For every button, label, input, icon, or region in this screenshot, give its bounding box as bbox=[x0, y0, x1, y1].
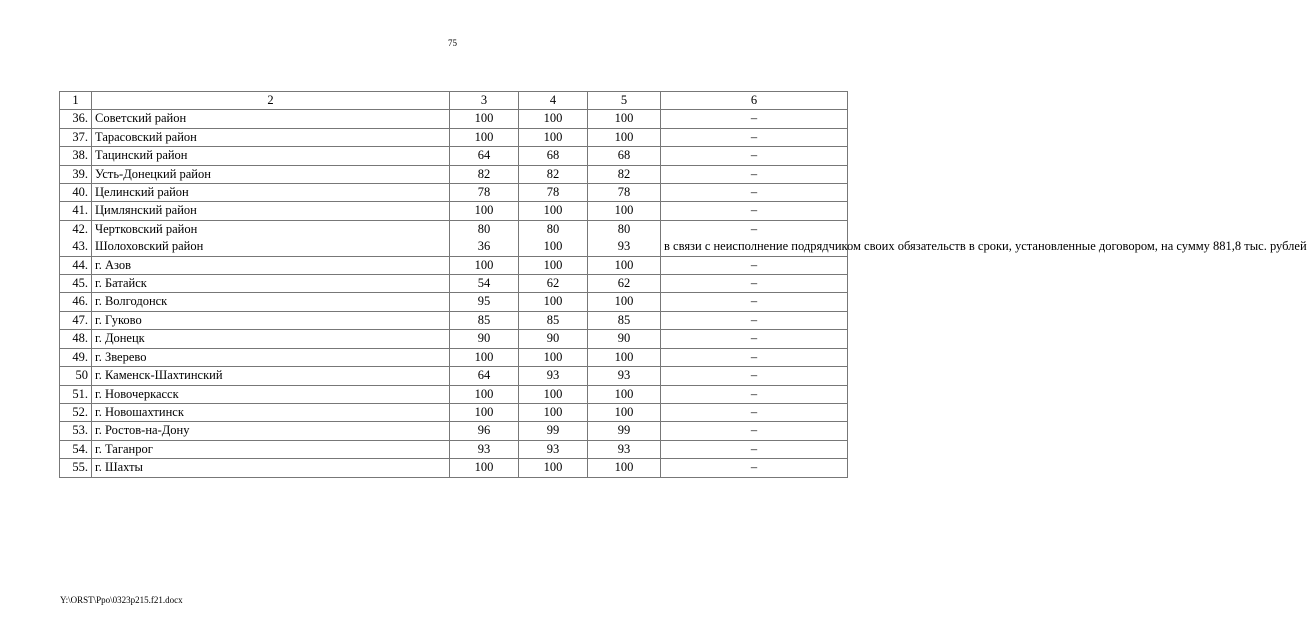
table-header-row bbox=[60, 92, 848, 110]
name-cell: г. Волгодонск bbox=[92, 293, 450, 311]
value-cell-5: 100 bbox=[588, 202, 661, 220]
row-number-cell: 50 bbox=[60, 367, 92, 385]
table-row bbox=[60, 459, 848, 477]
value-cell-5: 93 bbox=[588, 440, 661, 458]
value-cell-4: 100 bbox=[519, 385, 588, 403]
value-cell-5: 90 bbox=[588, 330, 661, 348]
column-header: 5 bbox=[588, 92, 661, 110]
note-cell: – bbox=[661, 422, 848, 440]
row-number-cell: 36. bbox=[60, 110, 92, 128]
row-number-cell: 53. bbox=[60, 422, 92, 440]
row-number-cell: 45. bbox=[60, 275, 92, 293]
note-cell: – bbox=[661, 330, 848, 348]
note-cell: – bbox=[661, 459, 848, 477]
name-cell: г. Таганрог bbox=[92, 440, 450, 458]
value-cell-5: 85 bbox=[588, 311, 661, 329]
value-cell-5: 78 bbox=[588, 184, 661, 202]
row-number-cell: 42. bbox=[60, 220, 92, 238]
value-cell-4: 78 bbox=[519, 184, 588, 202]
table-row bbox=[60, 330, 848, 348]
value-cell-3: 78 bbox=[450, 184, 519, 202]
table-row bbox=[60, 110, 848, 128]
note-cell: в связи с неисполнение подрядчиком своих обязательств в сроки, установленные договором, на сумму 881,8 тыс. рублей bbox=[661, 238, 848, 256]
table-row bbox=[60, 367, 848, 385]
footer-file-path: Y:\ORST\Ppo\0323p215.f21.docx bbox=[60, 595, 183, 605]
row-number-cell: 55. bbox=[60, 459, 92, 477]
note-cell: – bbox=[661, 165, 848, 183]
note-cell: – bbox=[661, 311, 848, 329]
row-number-cell: 44. bbox=[60, 256, 92, 274]
value-cell-5: 100 bbox=[588, 385, 661, 403]
column-header: 3 bbox=[450, 92, 519, 110]
note-cell: – bbox=[661, 147, 848, 165]
value-cell-5: 68 bbox=[588, 147, 661, 165]
row-number-cell: 37. bbox=[60, 128, 92, 146]
row-number-cell: 46. bbox=[60, 293, 92, 311]
row-number-cell: 40. bbox=[60, 184, 92, 202]
name-cell: Усть-Донецкий район bbox=[92, 165, 450, 183]
name-cell: г. Новошахтинск bbox=[92, 403, 450, 421]
table-row bbox=[60, 311, 848, 329]
table-row bbox=[60, 256, 848, 274]
value-cell-3: 100 bbox=[450, 256, 519, 274]
table-row bbox=[60, 275, 848, 293]
table-row bbox=[60, 147, 848, 165]
value-cell-5: 100 bbox=[588, 293, 661, 311]
value-cell-3: 100 bbox=[450, 202, 519, 220]
note-cell: – bbox=[661, 385, 848, 403]
name-cell: г. Донецк bbox=[92, 330, 450, 348]
value-cell-3: 82 bbox=[450, 165, 519, 183]
column-header: 1 bbox=[60, 92, 92, 110]
note-cell: – bbox=[661, 110, 848, 128]
name-cell: г. Каменск-Шахтинский bbox=[92, 367, 450, 385]
note-cell: – bbox=[661, 440, 848, 458]
note-cell: – bbox=[661, 367, 848, 385]
table-row bbox=[60, 403, 848, 421]
value-cell-5: 100 bbox=[588, 128, 661, 146]
value-cell-5: 93 bbox=[588, 238, 661, 256]
row-number-cell: 48. bbox=[60, 330, 92, 348]
row-number-cell: 52. bbox=[60, 403, 92, 421]
value-cell-4: 82 bbox=[519, 165, 588, 183]
note-cell: – bbox=[661, 202, 848, 220]
column-header: 4 bbox=[519, 92, 588, 110]
table-row bbox=[60, 385, 848, 403]
value-cell-4: 100 bbox=[519, 293, 588, 311]
value-cell-4: 99 bbox=[519, 422, 588, 440]
name-cell: Шолоховский район bbox=[92, 238, 450, 256]
table-row bbox=[60, 165, 848, 183]
value-cell-5: 100 bbox=[588, 459, 661, 477]
note-cell: – bbox=[661, 128, 848, 146]
note-cell: – bbox=[661, 275, 848, 293]
value-cell-3: 96 bbox=[450, 422, 519, 440]
table-row bbox=[60, 348, 848, 366]
name-cell: г. Батайск bbox=[92, 275, 450, 293]
value-cell-5: 100 bbox=[588, 348, 661, 366]
value-cell-3: 80 bbox=[450, 220, 519, 238]
value-cell-3: 90 bbox=[450, 330, 519, 348]
value-cell-4: 90 bbox=[519, 330, 588, 348]
table-body bbox=[60, 110, 1307, 477]
note-cell: – bbox=[661, 220, 848, 238]
value-cell-5: 82 bbox=[588, 165, 661, 183]
value-cell-3: 54 bbox=[450, 275, 519, 293]
value-cell-5: 100 bbox=[588, 403, 661, 421]
value-cell-5: 99 bbox=[588, 422, 661, 440]
value-cell-4: 93 bbox=[519, 367, 588, 385]
value-cell-3: 100 bbox=[450, 385, 519, 403]
value-cell-4: 100 bbox=[519, 403, 588, 421]
name-cell: г. Ростов-на-Дону bbox=[92, 422, 450, 440]
name-cell: Тацинский район bbox=[92, 147, 450, 165]
value-cell-3: 64 bbox=[450, 147, 519, 165]
value-cell-3: 100 bbox=[450, 128, 519, 146]
row-number-cell: 54. bbox=[60, 440, 92, 458]
value-cell-4: 62 bbox=[519, 275, 588, 293]
row-number-cell: 38. bbox=[60, 147, 92, 165]
value-cell-5: 62 bbox=[588, 275, 661, 293]
name-cell: Чертковский район bbox=[92, 220, 450, 238]
note-cell: – bbox=[661, 184, 848, 202]
value-cell-4: 100 bbox=[519, 256, 588, 274]
name-cell: Тарасовский район bbox=[92, 128, 450, 146]
value-cell-4: 85 bbox=[519, 311, 588, 329]
name-cell: г. Зверево bbox=[92, 348, 450, 366]
table-row bbox=[60, 440, 848, 458]
value-cell-4: 93 bbox=[519, 440, 588, 458]
name-cell: г. Гуково bbox=[92, 311, 450, 329]
column-header: 6 bbox=[661, 92, 848, 110]
data-table bbox=[59, 91, 1307, 478]
row-number-cell: 43. bbox=[60, 238, 92, 256]
table-row bbox=[60, 184, 848, 202]
value-cell-3: 95 bbox=[450, 293, 519, 311]
value-cell-3: 100 bbox=[450, 348, 519, 366]
name-cell: Советский район bbox=[92, 110, 450, 128]
row-number-cell: 39. bbox=[60, 165, 92, 183]
value-cell-4: 68 bbox=[519, 147, 588, 165]
note-cell: – bbox=[661, 293, 848, 311]
note-cell: – bbox=[661, 256, 848, 274]
row-number-cell: 47. bbox=[60, 311, 92, 329]
table-row bbox=[60, 422, 848, 440]
value-cell-3: 64 bbox=[450, 367, 519, 385]
value-cell-5: 100 bbox=[588, 110, 661, 128]
name-cell: г. Шахты bbox=[92, 459, 450, 477]
value-cell-3: 100 bbox=[450, 403, 519, 421]
value-cell-3: 100 bbox=[450, 459, 519, 477]
table-row bbox=[60, 238, 848, 256]
table-row bbox=[60, 220, 848, 238]
value-cell-4: 100 bbox=[519, 128, 588, 146]
value-cell-4: 100 bbox=[519, 238, 588, 256]
column-header: 2 bbox=[92, 92, 450, 110]
value-cell-3: 36 bbox=[450, 238, 519, 256]
value-cell-4: 100 bbox=[519, 459, 588, 477]
row-number-cell: 51. bbox=[60, 385, 92, 403]
table-row bbox=[60, 128, 848, 146]
value-cell-5: 93 bbox=[588, 367, 661, 385]
value-cell-4: 100 bbox=[519, 110, 588, 128]
name-cell: г. Новочеркасск bbox=[92, 385, 450, 403]
table-row bbox=[60, 293, 848, 311]
note-cell: – bbox=[661, 348, 848, 366]
table-row bbox=[60, 202, 848, 220]
value-cell-4: 100 bbox=[519, 348, 588, 366]
row-number-cell: 49. bbox=[60, 348, 92, 366]
value-cell-3: 100 bbox=[450, 110, 519, 128]
value-cell-4: 80 bbox=[519, 220, 588, 238]
name-cell: Целинский район bbox=[92, 184, 450, 202]
name-cell: г. Азов bbox=[92, 256, 450, 274]
value-cell-4: 100 bbox=[519, 202, 588, 220]
row-number-cell: 41. bbox=[60, 202, 92, 220]
page-number: 75 bbox=[448, 38, 457, 48]
value-cell-3: 93 bbox=[450, 440, 519, 458]
value-cell-5: 80 bbox=[588, 220, 661, 238]
note-cell: – bbox=[661, 403, 848, 421]
name-cell: Цимлянский район bbox=[92, 202, 450, 220]
value-cell-5: 100 bbox=[588, 256, 661, 274]
value-cell-3: 85 bbox=[450, 311, 519, 329]
